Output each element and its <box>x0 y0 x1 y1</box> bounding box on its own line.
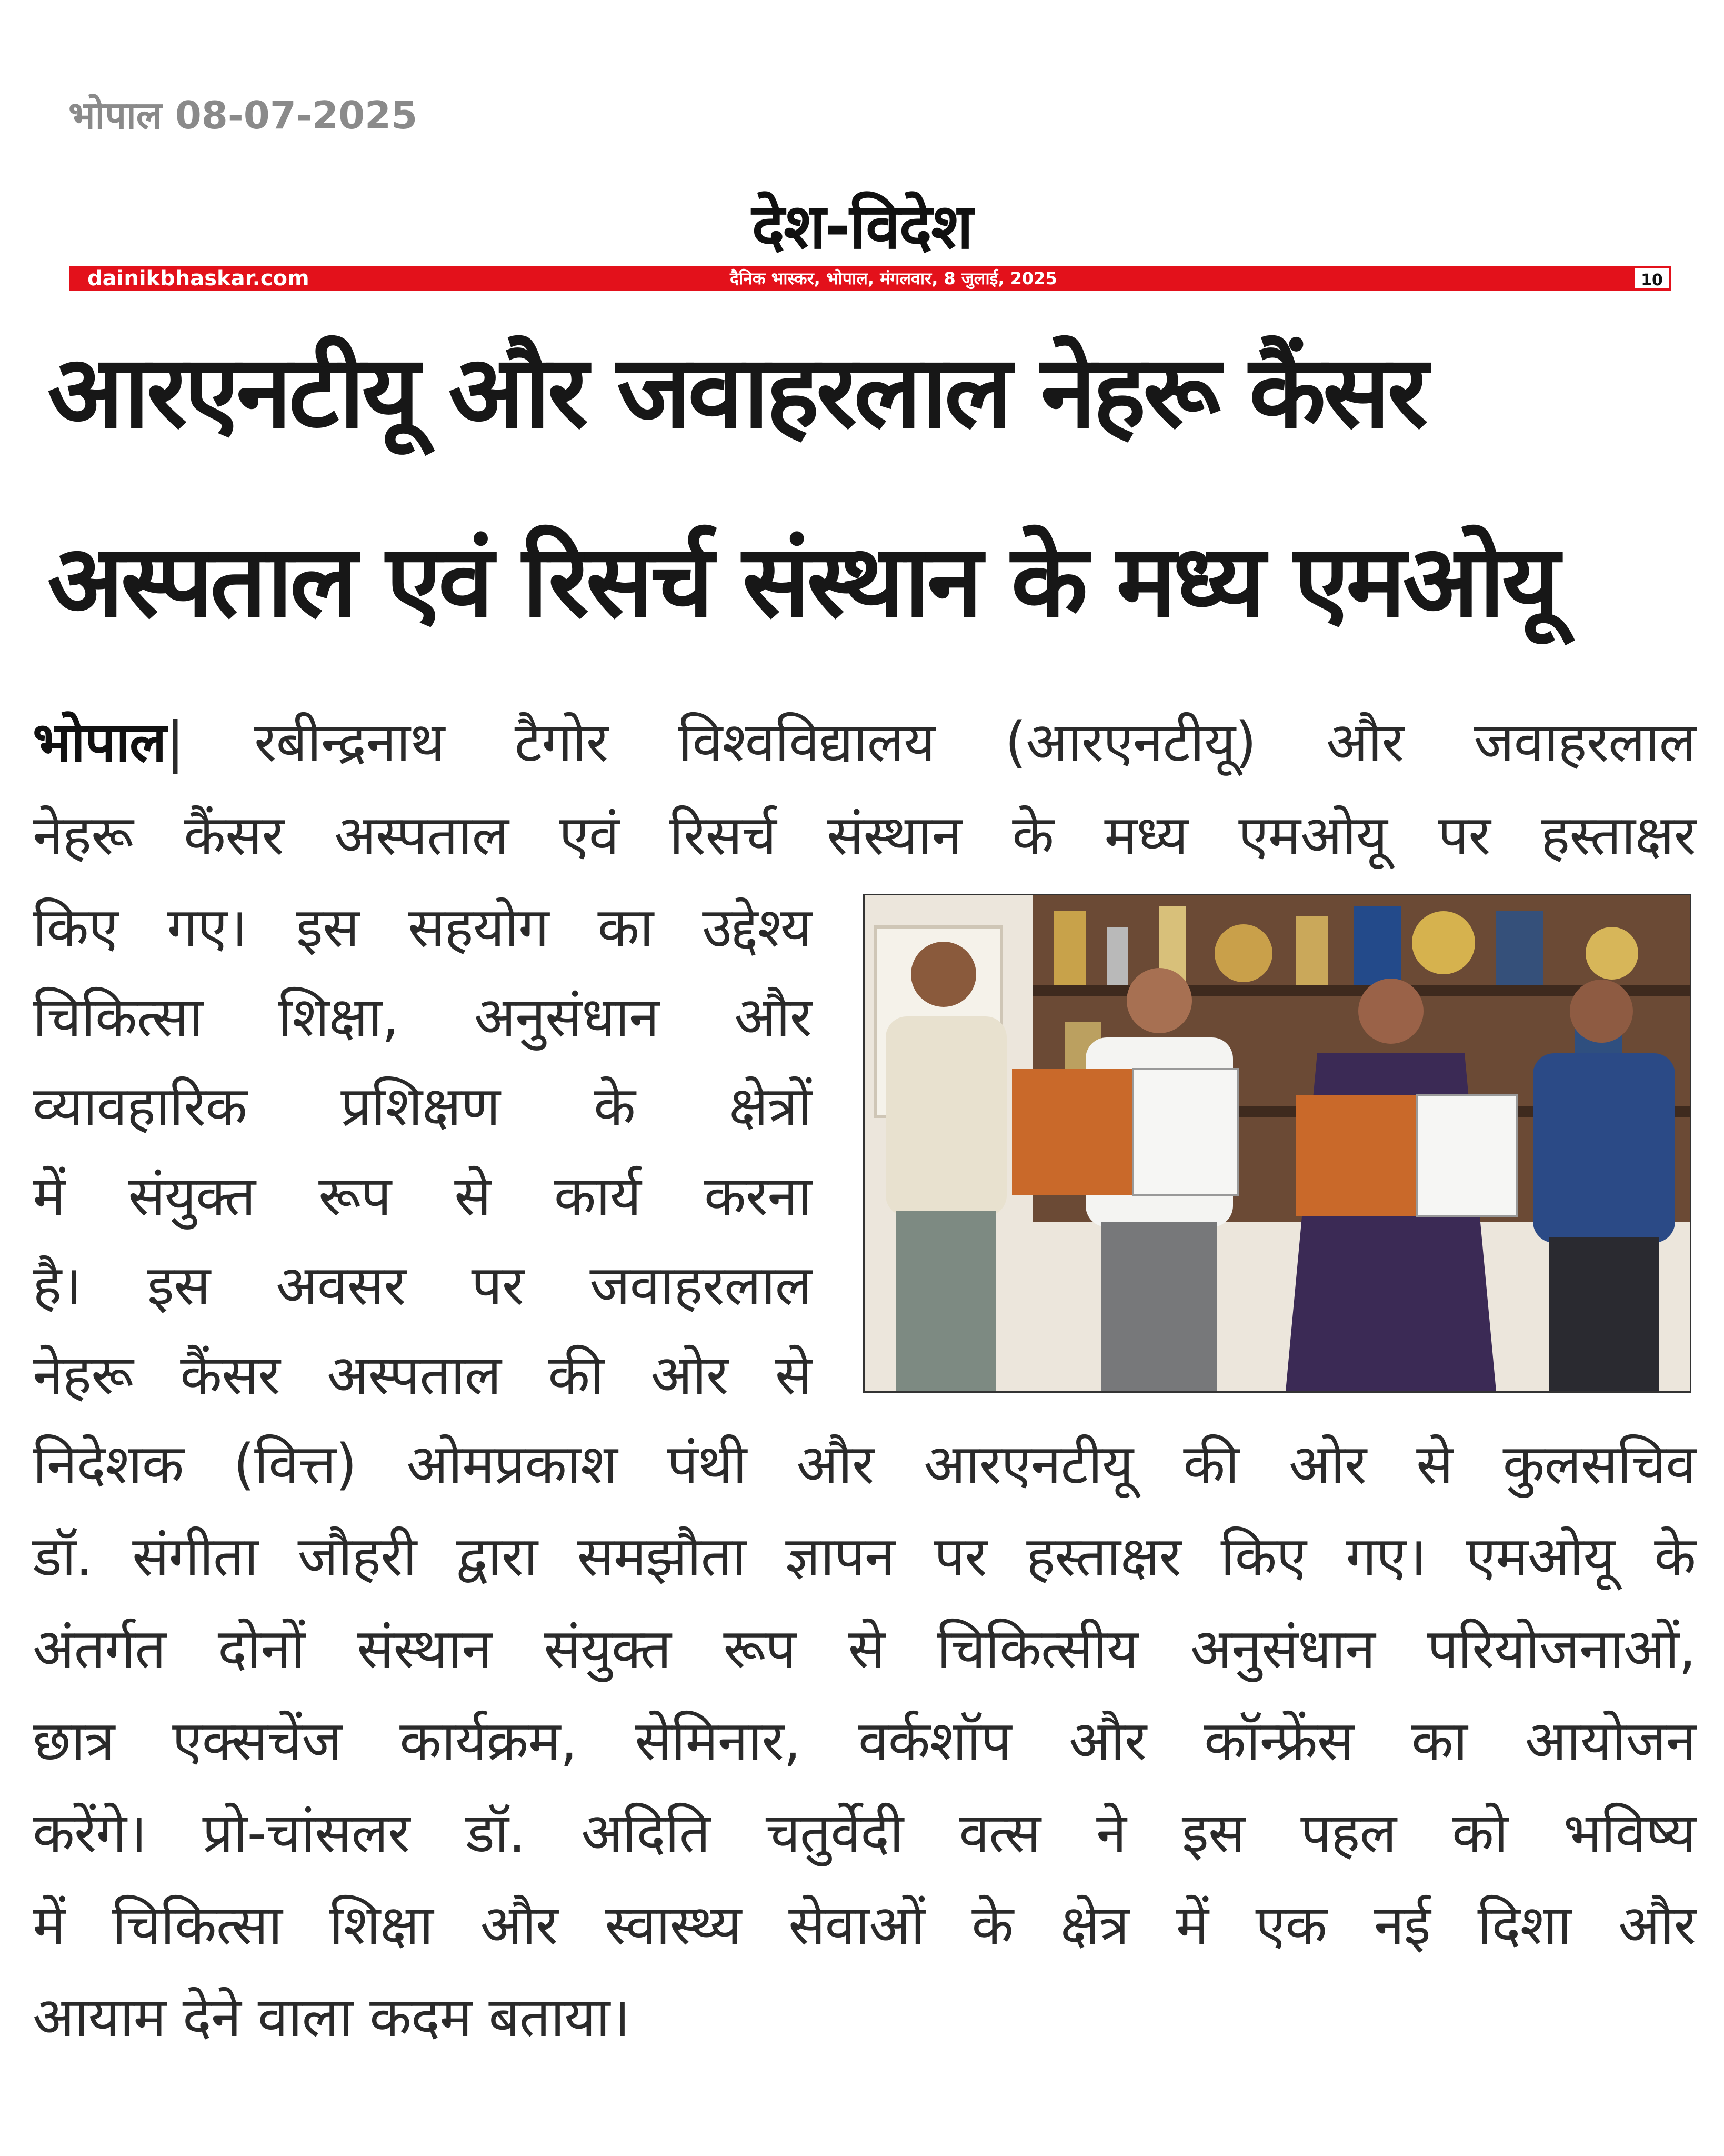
article-place: भोपाल <box>33 710 166 774</box>
article-line-1-text: | रबीन्द्रनाथ टैगोर विश्वविद्यालय (आरएनटीयू) और जवाहरलाल <box>166 710 1696 774</box>
photo-illustration-icon <box>865 895 1690 1391</box>
site-url: dainikbhaskar.com <box>87 266 309 291</box>
section-title: देश-विदेश <box>751 190 973 263</box>
article-line: नेहरू कैंसर अस्पताल एवं रिसर्च संस्थान के मध्य एमओयू पर हस्ताक्षर <box>33 803 1696 867</box>
headline-line-1: आरएनटीयू और जवाहरलाल नेहरू कैंसर <box>47 334 1425 450</box>
article-line: डॉ. संगीता जौहरी द्वारा समझौता ज्ञापन पर हस्ताक्षर किए गए। एमओयू के <box>33 1524 1696 1589</box>
article-line: करेंगे। प्रो-चांसलर डॉ. अदिति चतुर्वेदी वत्स ने इस पहल को भविष्य <box>33 1801 1696 1865</box>
article-line <box>33 710 1696 775</box>
dateline: भोपाल 08-07-2025 <box>68 93 418 137</box>
article-line: चिकित्सा शिक्षा, अनुसंधान और <box>33 985 811 1049</box>
headline-line-2: अस्पताल एवं रिसर्च संस्थान के मध्य एमओयू <box>47 523 1557 640</box>
article-line: छात्र एक्सचेंज कार्यक्रम, सेमिनार, वर्कशॉप और कॉन्फ्रेंस का आयोजन <box>33 1709 1696 1773</box>
mou-signing-photo <box>863 894 1691 1393</box>
article-line: किए गए। इस सहयोग का उद्देश्य <box>33 895 811 960</box>
article-line: में संयुक्त रूप से कार्य करना <box>33 1164 811 1228</box>
article-line: निदेशक (वित्त) ओमप्रकाश पंथी और आरएनटीयू की ओर से कुलसचिव <box>33 1432 1696 1496</box>
masthead-line: दैनिक भास्कर, भोपाल, मंगलवार, 8 जुलाई, 2025 <box>730 268 1057 288</box>
article-line: में चिकित्सा शिक्षा और स्वास्थ्य सेवाओं के क्षेत्र में एक नई दिशा और <box>33 1893 1696 1957</box>
page-number: 10 <box>1632 266 1671 291</box>
article-line: नेहरू कैंसर अस्पताल की ओर से <box>33 1343 811 1407</box>
article-line: व्यावहारिक प्रशिक्षण के क्षेत्रों <box>33 1074 811 1139</box>
article-line: अंतर्गत दोनों संस्थान संयुक्त रूप से चिकित्सीय अनुसंधान परियोजनाओं, <box>33 1616 1696 1681</box>
masthead-bar <box>69 266 1632 291</box>
article-line: आयाम देने वाला कदम बताया। <box>33 1985 630 2049</box>
article-line: है। इस अवसर पर जवाहरलाल <box>33 1253 811 1317</box>
